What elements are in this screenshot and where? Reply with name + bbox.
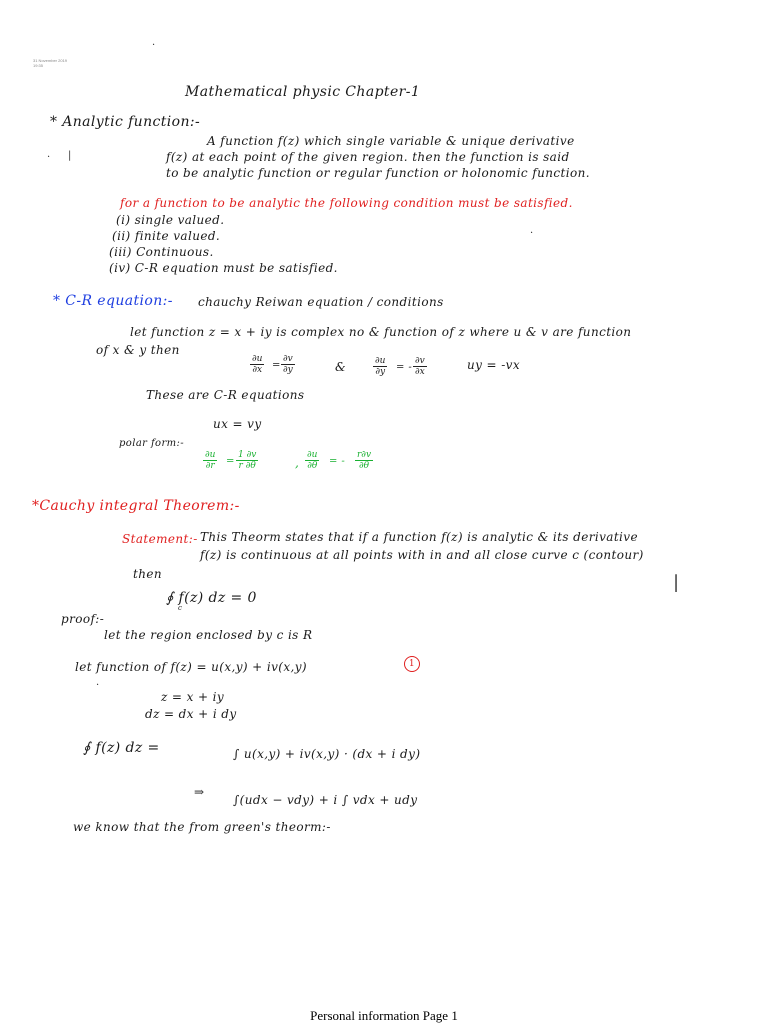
- polar-eq2-rhs: $\frac{r\partial v}{\partial\theta}$: [357, 450, 372, 471]
- proof-arrow: ⇒: [194, 785, 205, 799]
- cr-eq1-lhs: $\frac{\partial u}{\partial x}$: [252, 354, 263, 375]
- cauchy-statement-3: then: [133, 567, 162, 581]
- analytic-heading: * Analytic function:-: [50, 114, 201, 130]
- condition-item-4: (iv) C-R equation must be satisfied.: [109, 261, 338, 275]
- analytic-def-1: A function f(z) which single variable & unique derivative: [207, 134, 575, 148]
- polar-eq1-rhs: $\frac{1 \partial v}{r \partial\theta}$: [238, 450, 257, 471]
- polar-eq2-lhs: $\frac{\partial u}{\partial\theta}$: [307, 450, 318, 471]
- cr-these: These are C-R equations: [146, 388, 305, 402]
- proof-line-7: we know that the from green's theorm:-: [73, 820, 331, 834]
- proof-label: proof:-: [61, 612, 105, 626]
- cauchy-statement-1: This Theorm states that if a function f(z) is analytic & its derivative: [200, 530, 638, 544]
- cr-short-form: uy = -vx: [467, 358, 520, 372]
- cr-heading: * C-R equation:-: [53, 293, 173, 309]
- proof-line-5-right: ∫ u(x,y) + iv(x,y) · (dx + i dy): [233, 747, 421, 761]
- proof-line-1: let the region enclosed by c is R: [104, 628, 313, 642]
- polar-eq1-lhs: $\frac{\partial u}{\partial r}$: [205, 450, 216, 471]
- proof-line-4: dz = dx + i dy: [145, 707, 237, 721]
- margin-stroke: |: [673, 572, 680, 593]
- cauchy-integral: ∮ f(z) dz = 0: [166, 590, 257, 606]
- condition-item-3: (iii) Continuous.: [109, 245, 214, 259]
- cauchy-heading: *Cauchy integral Theorem:-: [32, 498, 240, 514]
- margin-dot: ·: [96, 680, 100, 691]
- analytic-def-2: f(z) at each point of the given region. then the function is said: [166, 150, 570, 164]
- equation-number: 1: [404, 656, 420, 672]
- proof-line-6: ∫(udx − vdy) + i ∫ vdx + udy: [233, 793, 418, 807]
- proof-line-5-left: ∮ f(z) dz =: [83, 740, 160, 756]
- cr-eq2-lhs: $\frac{\partial u}{\partial y}$: [375, 356, 386, 377]
- cauchy-contour-sub: c: [178, 604, 183, 612]
- condition-item-1: (i) single valued.: [116, 213, 225, 227]
- cr-line-2: of x & y then: [96, 343, 180, 357]
- note-time: 19:35: [33, 63, 44, 68]
- cr-eq2-rhs: $\frac{\partial v}{\partial x}$: [415, 356, 425, 377]
- cr-eq1-rhs: $\frac{\partial v}{\partial y}$: [283, 354, 293, 375]
- analytic-def-3: to be analytic function or regular function or holonomic function.: [166, 166, 590, 180]
- cr-ampersand: &: [335, 360, 347, 374]
- condition-item-2: (ii) finite valued.: [112, 229, 221, 243]
- cr-line-1: let function z = x + iy is complex no & function of z where u & v are function: [130, 325, 632, 339]
- cauchy-statement-2: f(z) is continuous at all points with in and all close curve c (contour): [200, 548, 644, 562]
- margin-dot: ·: [47, 152, 51, 163]
- page-footer: Personal information Page 1: [310, 1008, 458, 1023]
- analytic-condition: for a function to be analytic the following condition must be satisfied.: [120, 196, 573, 210]
- margin-tick: |: [68, 150, 72, 161]
- note-date: 31 November 2019: [33, 58, 68, 63]
- cr-eq1-equals: =: [272, 360, 281, 371]
- cauchy-statement-label: Statement:-: [122, 532, 198, 546]
- proof-line-3: z = x + iy: [161, 690, 225, 704]
- polar-eq2-equals: = -: [329, 456, 346, 467]
- cr-subtitle: chauchy Reiwan equation / conditions: [198, 295, 444, 309]
- polar-eq1-equals: =: [226, 456, 235, 467]
- proof-line-2: let function of f(z) = u(x,y) + iv(x,y): [75, 660, 307, 674]
- cr-polar-label: polar form:-: [119, 438, 185, 449]
- polar-comma: ,: [295, 456, 300, 470]
- cr-eq2-equals: = -: [396, 362, 413, 373]
- stray-dot: ·: [152, 40, 156, 51]
- stray-dot: ·: [530, 228, 534, 239]
- page-title: Mathematical physic Chapter-1: [185, 84, 421, 100]
- cr-ux-vy: ux = vy: [213, 417, 262, 431]
